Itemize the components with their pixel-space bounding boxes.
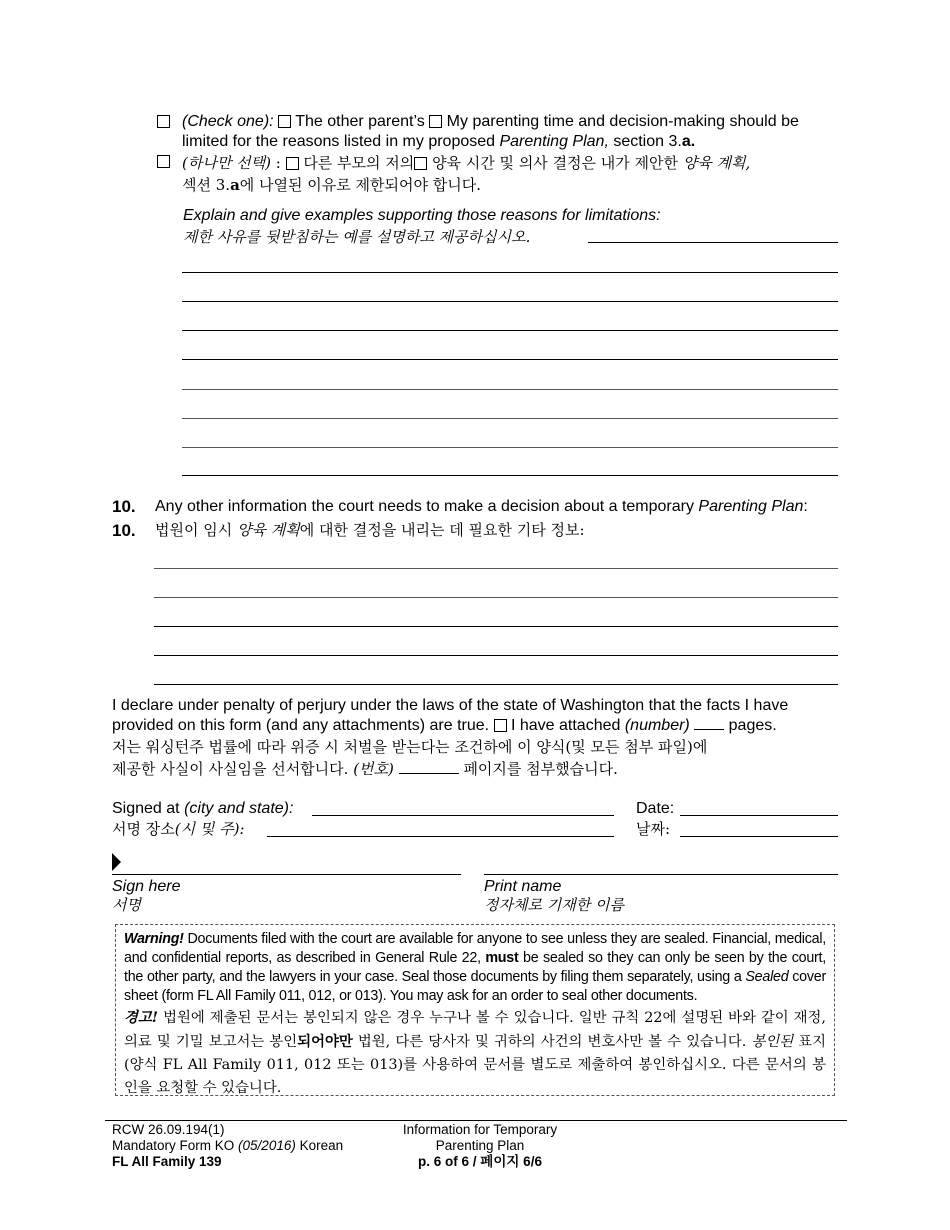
warning-box xyxy=(115,924,835,1096)
city-state-hint-ko: (시 및 주): xyxy=(174,820,245,838)
section-ref-ko: 섹션 3. xyxy=(182,176,231,194)
section-10-ko-plan: 양육 계획 xyxy=(237,521,300,539)
date-input-ko[interactable] xyxy=(680,836,838,837)
footer-page-number: p. 6 of 6 / 페이지 6/6 xyxy=(418,1154,542,1169)
footer-mandatory-a: Mandatory Form KO xyxy=(112,1138,239,1153)
footer-center xyxy=(370,1122,590,1170)
section-10-number: 10. xyxy=(112,497,136,516)
signed-at-label-ko xyxy=(112,819,245,839)
sign-here-arrow-icon xyxy=(112,853,121,871)
section-10-answer-line-3[interactable] xyxy=(154,626,838,627)
my-parenting-label: My parenting time and decision-making should be xyxy=(446,113,799,130)
city-state-hint: (city and state): xyxy=(184,800,294,817)
section-10-answer-line-5[interactable] xyxy=(154,684,838,685)
section-letter: a. xyxy=(681,133,696,150)
warning-text-b: be sealed so they can only be seen by the court, the other party, and the lawyers in your case. Seal those documents by filing them separately, using a xyxy=(124,950,826,985)
pages-label: pages. xyxy=(724,717,777,734)
declaration-en-line2 xyxy=(112,716,852,736)
date-label-ko: 날짜: xyxy=(636,820,671,838)
check-one-label-ko: (하나만 선택) xyxy=(182,154,271,172)
section-10-text-ko xyxy=(155,520,845,540)
explain-label-ko: 제한 사유를 뒷받침하는 예를 설명하고 제공하십시오. xyxy=(183,228,531,246)
date-input[interactable] xyxy=(680,815,838,816)
explain-answer-line-2[interactable] xyxy=(182,272,838,273)
my-parenting-label-ko: 양육 시간 및 의사 결정은 내가 제안한 xyxy=(432,154,683,172)
warning-text-c: cover sheet (form FL All Family 011, 012, or 013). You may ask for an order to seal other documents. xyxy=(124,969,826,1004)
signed-at-text: Signed at xyxy=(112,800,185,817)
declaration-ko-line1: 저는 워싱턴주 법률에 따라 위증 시 처벌을 받는다는 조건하에 이 양식(및 모든 첨부 파일)에 xyxy=(112,738,708,756)
warning-en xyxy=(124,930,826,1006)
other-parent-checkbox[interactable] xyxy=(278,115,291,128)
warning-ko-must: 되어야만 xyxy=(297,1033,353,1050)
section-10-plan: Parenting Plan xyxy=(698,498,804,515)
limitation-text-en xyxy=(182,112,852,152)
section-10-answer-line-2[interactable] xyxy=(154,597,838,598)
signed-at-input-ko[interactable] xyxy=(267,836,614,837)
colon: : xyxy=(270,154,286,172)
date-label-en: Date: xyxy=(636,800,675,817)
declaration-en xyxy=(112,696,852,736)
warning-sealed: Sealed xyxy=(745,969,789,985)
print-name-label-ko: 정자체로 기재한 이름 xyxy=(484,896,624,914)
explain-answer-line-4[interactable] xyxy=(182,330,838,331)
footer-rule xyxy=(105,1120,847,1121)
other-parent-checkbox-ko[interactable] xyxy=(286,157,299,170)
pages-label-ko: 페이지를 첨부했습니다. xyxy=(458,760,618,778)
footer-title-line1: Information for Temporary xyxy=(402,1122,558,1137)
explain-answer-line-7[interactable] xyxy=(182,418,838,419)
footer-language: Korean xyxy=(295,1138,344,1153)
section-10-ko-a: 법원이 임시 xyxy=(155,521,237,539)
sign-here-label: Sign here xyxy=(112,878,181,895)
declaration-en-line1: I declare under penalty of perjury under the laws of the state of Washington that the facts I have xyxy=(112,697,789,714)
print-name-label: Print name xyxy=(484,878,562,895)
signature-input[interactable] xyxy=(112,874,461,875)
footer-title-line2: Parenting Plan xyxy=(435,1138,525,1153)
number-hint-ko: (번호) xyxy=(353,760,394,778)
limitation-text-ko xyxy=(182,152,852,196)
explain-answer-line-6[interactable] xyxy=(182,389,838,390)
check-one-label: (Check one): xyxy=(182,113,274,130)
warning-ko-a: 법원에 제출된 문서는 봉인되지 않은 경우 누구나 볼 수 있습니다. 일반 규칙 22에 설명된 바와 같이 재정, 의료 및 기밀 보고서는 봉인 xyxy=(124,1010,826,1050)
other-parent-label: The other parent’s xyxy=(295,113,425,130)
section-10-text-en xyxy=(155,497,845,517)
section-10-colon: : xyxy=(803,498,808,515)
explain-answer-line-3[interactable] xyxy=(182,301,838,302)
declaration-ko-true: 제공한 사실이 사실임을 선서합니다. xyxy=(112,760,354,778)
warning-ko xyxy=(124,1006,826,1100)
other-parent-label-ko: 다른 부모의 저의 xyxy=(303,154,415,172)
footer-mandatory xyxy=(112,1138,343,1154)
check-one-checkbox-en[interactable] xyxy=(157,115,170,128)
check-one-checkbox-ko[interactable] xyxy=(157,155,170,168)
section-10-ko-b: 에 대한 결정을 내리는 데 필요한 기타 정보: xyxy=(299,521,585,539)
warning-ko-b: 법원, 다른 당사자 및 귀하의 사건의 변호사만 볼 수 있습니다. xyxy=(352,1034,752,1050)
section-10-answer-line-1[interactable] xyxy=(154,568,838,569)
warning-text-a: Documents filed with the court are available for anyone to see unless they are sealed. Financial, medical, and confidential reports, as described in General Rule 22, xyxy=(124,931,826,966)
number-hint: (number) xyxy=(624,717,690,734)
attached-pages-count-input-ko[interactable] xyxy=(399,773,459,774)
warning-label-ko: 경고! xyxy=(124,1009,159,1026)
signed-at-text-ko: 서명 장소 xyxy=(112,820,175,838)
warning-label: Warning! xyxy=(124,931,184,947)
parenting-plan-term-ko: 양육 계획, xyxy=(682,154,751,172)
footer-form-id: FL All Family 139 xyxy=(112,1154,222,1169)
warning-must: must xyxy=(485,950,519,966)
declaration-true: provided on this form (and any attachments) are true. xyxy=(112,717,494,734)
my-parenting-checkbox-ko[interactable] xyxy=(414,157,427,170)
declaration-ko-line2 xyxy=(112,758,852,780)
footer-left xyxy=(112,1122,343,1170)
parenting-plan-term: Parenting Plan, xyxy=(499,133,609,150)
explain-answer-line-9[interactable] xyxy=(182,475,838,476)
signed-at-label-en xyxy=(112,799,293,819)
my-parenting-checkbox[interactable] xyxy=(429,115,442,128)
explain-answer-line-8[interactable] xyxy=(182,447,838,448)
warning-ko-sealed: 봉인된 xyxy=(751,1034,794,1050)
print-name-input[interactable] xyxy=(484,874,838,875)
limitation-reason-ko: 에 나열된 이유로 제한되어야 합니다. xyxy=(239,176,481,194)
limitation-line2: limited for the reasons listed in my proposed xyxy=(182,133,500,150)
attached-pages-count-input[interactable] xyxy=(694,729,724,730)
section-10-text-a: Any other information the court needs to make a decision about a temporary xyxy=(155,498,699,515)
sign-here-label-ko: 서명 xyxy=(112,896,141,914)
section-10-number-ko: 10. xyxy=(112,521,136,540)
signed-at-input[interactable] xyxy=(312,815,614,816)
declaration-ko xyxy=(112,736,852,780)
warning-ko-c: 표지(양식 FL All Family 011, 012 또는 013)를 사용하여 문서를 별도로 제출하여 봉인하십시오. 다른 문서의 봉인을 요청할 수 있습니다. xyxy=(124,1034,826,1096)
section-letter-ko: a xyxy=(230,176,240,194)
explain-answer-line-1[interactable] xyxy=(588,242,838,243)
explain-answer-line-5[interactable] xyxy=(182,359,838,360)
explain-label-en: Explain and give examples supporting those reasons for limitations: xyxy=(183,207,661,224)
attached-label: I have attached xyxy=(506,717,625,734)
footer-date: (05/2016) xyxy=(238,1138,296,1153)
footer-rcw: RCW 26.09.194(1) xyxy=(112,1122,225,1137)
section-10-answer-line-4[interactable] xyxy=(154,655,838,656)
attached-pages-checkbox[interactable] xyxy=(494,719,507,732)
section-ref: section 3. xyxy=(608,133,682,150)
